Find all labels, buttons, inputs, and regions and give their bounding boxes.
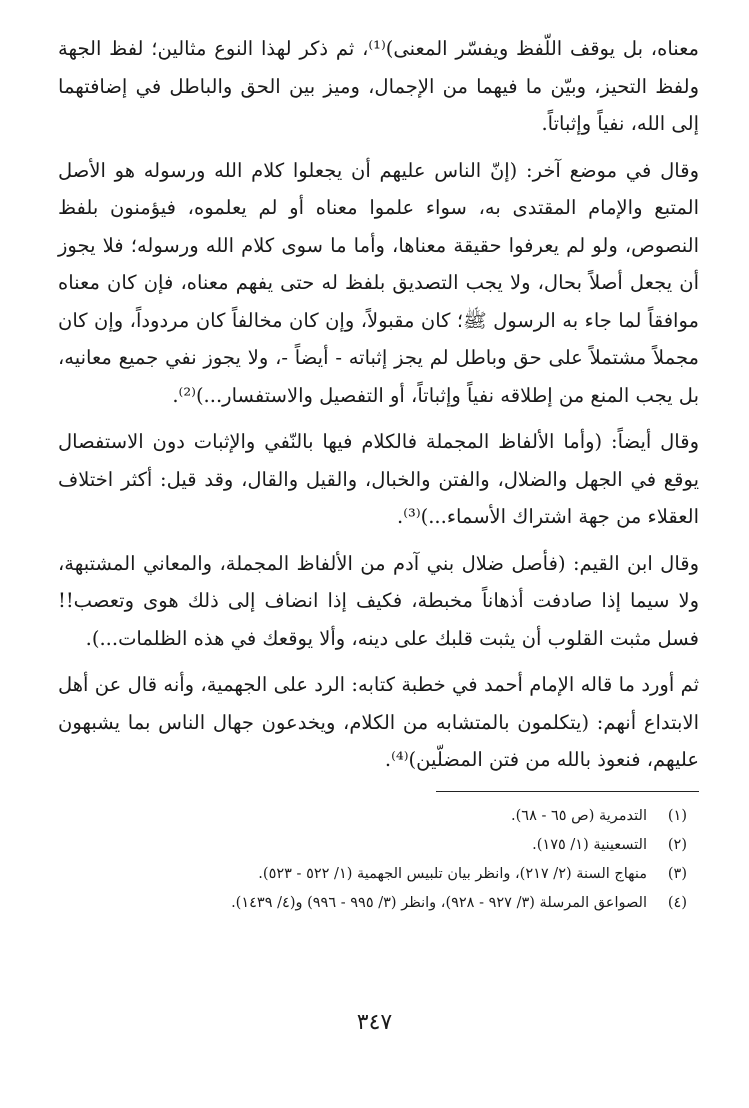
footnote [58, 889, 699, 918]
paragraph: وقال أيضاً: (وأما الألفاظ المجملة فالكلام فيها بالنّفي والإثبات دون الاستفصال يوقع في الجهل والضلال، والفتن والخبال، والقيل والقال، وقد قيل: أكثر اختلاف العقلاء من جهة اشتراك الأسماء...)⁽³⁾. [58, 430, 699, 528]
footnote [58, 860, 699, 889]
footnote-text: منهاج السنة (٢/ ٢١٧)، وانظر بيان تلبيس الجهمية (١/ ٥٢٢ - ٥٢٣). [258, 865, 647, 882]
footnote-number: (٤) [667, 894, 687, 911]
footnote-text: الصواعق المرسلة (٣/ ٩٢٧ - ٩٢٨)، وانظر (٣/ ٩٩٥ - ٩٩٦) و(٤/ ١٤٣٩). [231, 894, 647, 911]
paragraph: ثم أورد ما قاله الإمام أحمد في خطبة كتابه: الرد على الجهمية، وأنه قال عن أهل الابتداع أنهم: (يتكلمون بالمتشابه من الكلام، ويخدعون جهال الناس بما يشبهون عليهم، فنعوذ بالله من فتن المضلّين)⁽⁴⁾. [58, 673, 699, 771]
footnote-number: (٢) [667, 836, 687, 853]
footnote [58, 831, 699, 860]
footnote-number: (١) [667, 807, 687, 824]
paragraph: معناه، بل يوقف اللّفظ ويفسّر المعنى)⁽¹⁾، ثم ذكر لهذا النوع مثالين؛ لفظ الجهة ولفظ التحيز، وبيّن ما فيهما من الإجمال، وميز بين الحق والباطل في إضافتهما إلى الله، نفياً وإثباتاً. [58, 37, 699, 135]
page-number: ٣٤٧ [356, 1010, 393, 1035]
footnotes [58, 802, 699, 918]
paragraph: وقال في موضع آخر: (إنّ الناس عليهم أن يجعلوا كلام الله ورسوله هو الأصل المتبع والإمام المقتدى به، سواء علموا معناه أو لم يعلموه، فيؤمنون بلفظ النصوص، ولو لم يعرفوا حقيقة معناها، وأما ما سوى كلام الله ورسوله؛ فلا يجوز أن يجعل أصلاً بحال، ولا يجب التصديق بلفظ له حتى يفهم معناه، فإن كان معناه موافقاً لما جاء به الرسول ﷺ؛ كان مقبولاً، وإن كان مخالفاً كان مردوداً، وإن كان مجملاً مشتملاً على حق وباطل لم يجز إثباته - أيضاً -، ولا يجوز نفي جميع معانيه، بل يجب المنع من إطلاقه نفياً وإثباتاً، أو التفصيل والاستفسار...)⁽²⁾. [58, 158, 699, 407]
footnote-divider [436, 791, 699, 792]
paragraph: وقال ابن القيم: (فأصل ضلال بني آدم من الألفاظ المجملة، والمعاني المشتبهة، ولا سيما إذا صادفت أذهاناً مخبطة، فكيف إذا انضاف إلى ذلك هوى وتعصب!! فسل مثبت القلوب أن يثبت قلبك على دينه، وألا يوقعك في هذه الظلمات...). [58, 551, 699, 650]
footnote-number: (٣) [667, 865, 687, 882]
footnote [58, 802, 699, 831]
footnote-text: التسعينية (١/ ١٧٥). [532, 836, 647, 853]
footnote-text: التدمرية (ص ٦٥ - ٦٨). [511, 807, 647, 824]
